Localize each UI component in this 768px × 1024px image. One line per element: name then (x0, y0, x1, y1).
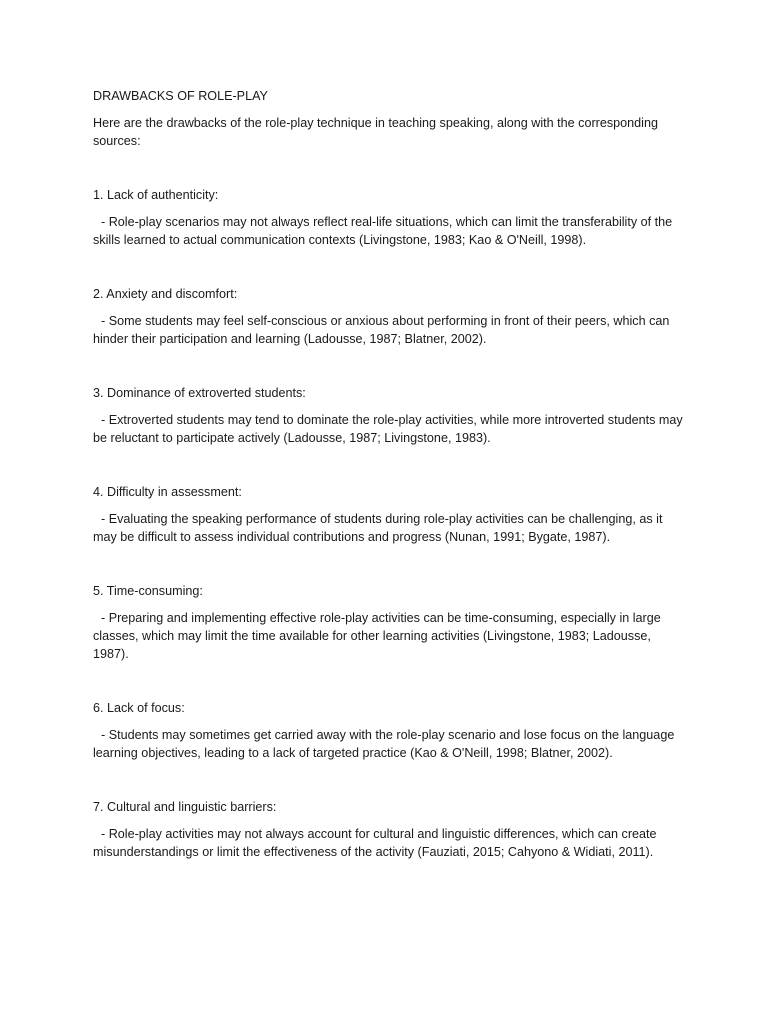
section-body: - Students may sometimes get carried away with the role-play scenario and lose focus on the language learning objectives, leading to a lack of targeted practice (Kao & O'Neill, 1998; Blatner, 2002). (93, 728, 675, 760)
section-body: - Role-play scenarios may not always reflect real-life situations, which can limit the transferability of the skills learned to actual communication contexts (Livingstone, 1983; Kao & O'Neill, 1998). (93, 215, 673, 247)
section-heading: 5. Time-consuming: (93, 584, 203, 598)
document-content (93, 87, 683, 861)
section-heading: 4. Difficulty in assessment: (93, 485, 242, 499)
section-body: - Preparing and implementing effective role-play activities can be time-consuming, especially in large classes, which may limit the time available for other learning activities (Livingstone, 1983; Ladousse, 1987). (93, 611, 661, 661)
section-heading: 2. Anxiety and discomfort: (93, 287, 238, 301)
section-difficulty-in-assessment (93, 483, 683, 546)
section-lack-of-authenticity (93, 186, 683, 249)
section-body: - Some students may feel self-conscious or anxious about performing in front of their peers, which can hinder their participation and learning (Ladousse, 1987; Blatner, 2002). (93, 314, 670, 346)
section-time-consuming (93, 582, 683, 663)
section-heading: 7. Cultural and linguistic barriers: (93, 800, 277, 814)
section-body: - Role-play activities may not always account for cultural and linguistic differences, which can create misunderstandings or limit the effectiveness of the activity (Fauziati, 2015; Cahyono & Widiati, 2011). (93, 827, 657, 859)
section-heading: 3. Dominance of extroverted students: (93, 386, 306, 400)
section-anxiety-and-discomfort (93, 285, 683, 348)
section-heading: 6. Lack of focus: (93, 701, 185, 715)
section-cultural-and-linguistic-barriers (93, 798, 683, 861)
intro-paragraph: Here are the drawbacks of the role-play technique in teaching speaking, along with the corresponding sources: (93, 116, 658, 148)
section-dominance-of-extroverted-students (93, 384, 683, 447)
section-heading: 1. Lack of authenticity: (93, 188, 219, 202)
section-lack-of-focus (93, 699, 683, 762)
document-title: DRAWBACKS OF ROLE-PLAY (93, 89, 268, 103)
section-body: - Extroverted students may tend to dominate the role-play activities, while more introverted students may be reluctant to participate actively (Ladousse, 1987; Livingstone, 1983). (93, 413, 683, 445)
section-body: - Evaluating the speaking performance of students during role-play activities can be challenging, as it may be difficult to assess individual contributions and progress (Nunan, 1991; Bygate, 1987). (93, 512, 663, 544)
